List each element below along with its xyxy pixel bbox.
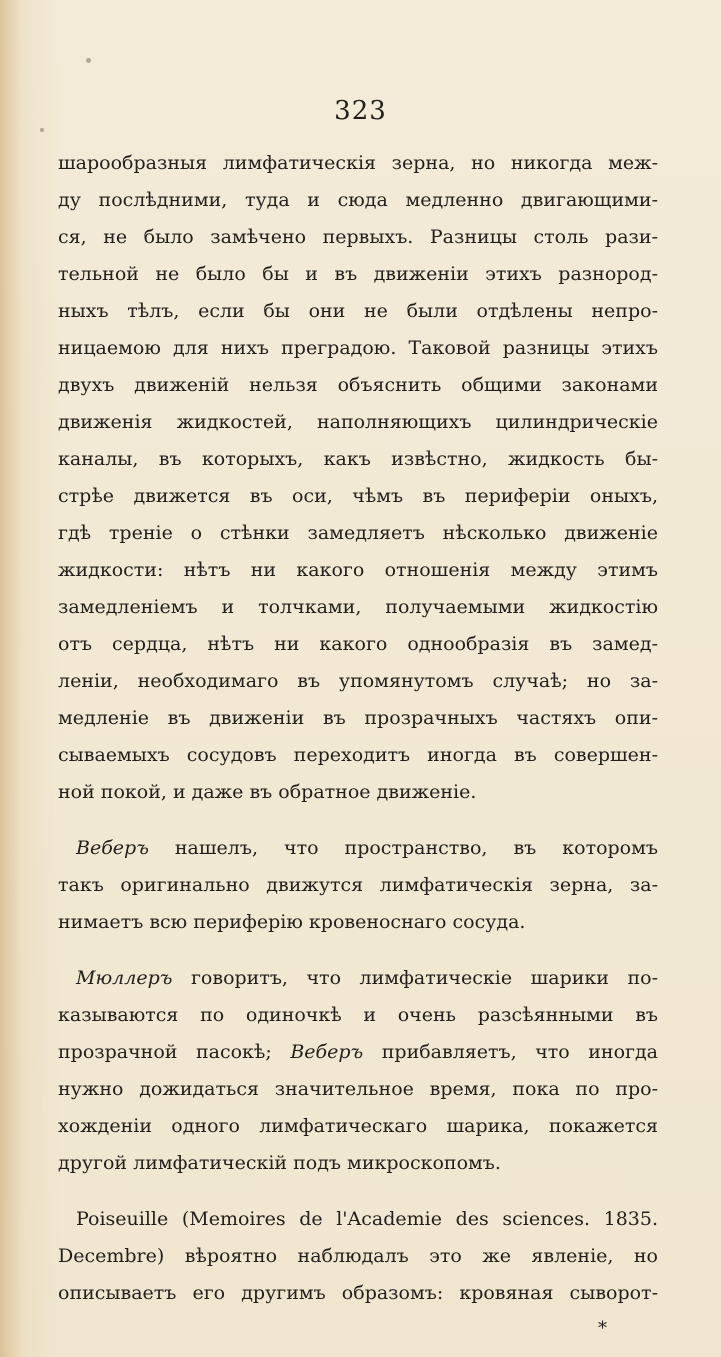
text-line: сываемыхъ сосудовъ переходитъ иногда въ совершен- <box>58 744 658 766</box>
text-line: ся, не было замѣчено первыхъ. Разницы столь рази- <box>58 226 658 248</box>
text-line: двухъ движеній нельзя объяснить общими законами <box>58 374 658 396</box>
text-line: казываются по одиночкѣ и очень разсѣянными въ <box>58 1004 658 1026</box>
text-line: описываетъ его другимъ образомъ: кровяная сыворот- <box>58 1282 658 1304</box>
text-line: нужно дожидаться значительное время, пока по про- <box>58 1078 658 1100</box>
text-line: тельной не было бы и въ движеніи этихъ разнород- <box>58 263 658 285</box>
paragraph-line <box>58 1034 658 1070</box>
text-line: ной покой, и даже въ обратное движеніе. <box>58 781 477 803</box>
ink-speck <box>40 128 44 132</box>
text-line: замедленіемъ и толчками, получаемыми жидкостію <box>58 596 658 618</box>
text-line: леніи, необходимаго въ упомянутомъ случаѣ; но за- <box>58 670 658 692</box>
author-name: Веберъ <box>76 837 149 859</box>
text-line: хожденіи одного лимфатическаго шарика, покажется <box>58 1115 658 1137</box>
text-line: Decembre) вѣроятно наблюдалъ это же явленіе, но <box>58 1245 658 1267</box>
text-line: другой лимфатическій подъ микроскопомъ. <box>58 1152 501 1174</box>
signature-mark: * <box>598 1318 607 1339</box>
paragraph-line <box>76 960 658 996</box>
text-line: ницаемою для нихъ преградою. Таковой разницы этихъ <box>58 337 658 359</box>
text-line: шарообразныя лимфатическія зерна, но никогда меж- <box>58 152 658 174</box>
paragraph-line <box>76 830 658 866</box>
text-span: говоритъ, что лимфатическіе шарики по- <box>172 967 658 989</box>
ink-speck <box>86 58 91 63</box>
text-line: жидкости: нѣтъ ни какого отношенія между этимъ <box>58 559 658 581</box>
text-line: каналы, въ которыхъ, какъ извѣстно, жидкость бы- <box>58 448 658 470</box>
author-name: Веберъ <box>290 1041 364 1063</box>
text-line: медленіе въ движеніи въ прозрачныхъ частяхъ опи- <box>58 707 658 729</box>
text-line: такъ оригинально движутся лимфатическія зерна, за- <box>58 874 658 896</box>
text-line: движенія жидкостей, наполняющихъ цилиндрическіе <box>58 411 658 433</box>
text-line: стрѣе движется въ оси, чѣмъ въ периферіи оныхъ, <box>58 485 658 507</box>
text-span: прибавляетъ, что иногда <box>363 1041 658 1063</box>
author-name: Мюллеръ <box>76 967 173 989</box>
text-line: отъ сердца, нѣтъ ни какого однообразія въ замед- <box>58 633 658 655</box>
page-number: 323 <box>334 96 387 126</box>
text-line: нимаетъ всю периферію кровеноснаго сосуда. <box>58 911 526 933</box>
text-line: Poiseuille (Memoires de l'Academie des sciences. 1835. <box>76 1208 658 1230</box>
text-line: гдѣ треніе о стѣнки замедляетъ нѣсколько движеніе <box>58 522 658 544</box>
text-line: ныхъ тѣлъ, если бы они не были отдѣлены непро- <box>58 300 658 322</box>
text-span: нашелъ, что пространство, въ которомъ <box>148 837 658 859</box>
text-span: прозрачной пасокѣ; <box>58 1041 291 1063</box>
text-line: ду послѣдними, туда и сюда медленно двигающими- <box>58 189 658 211</box>
